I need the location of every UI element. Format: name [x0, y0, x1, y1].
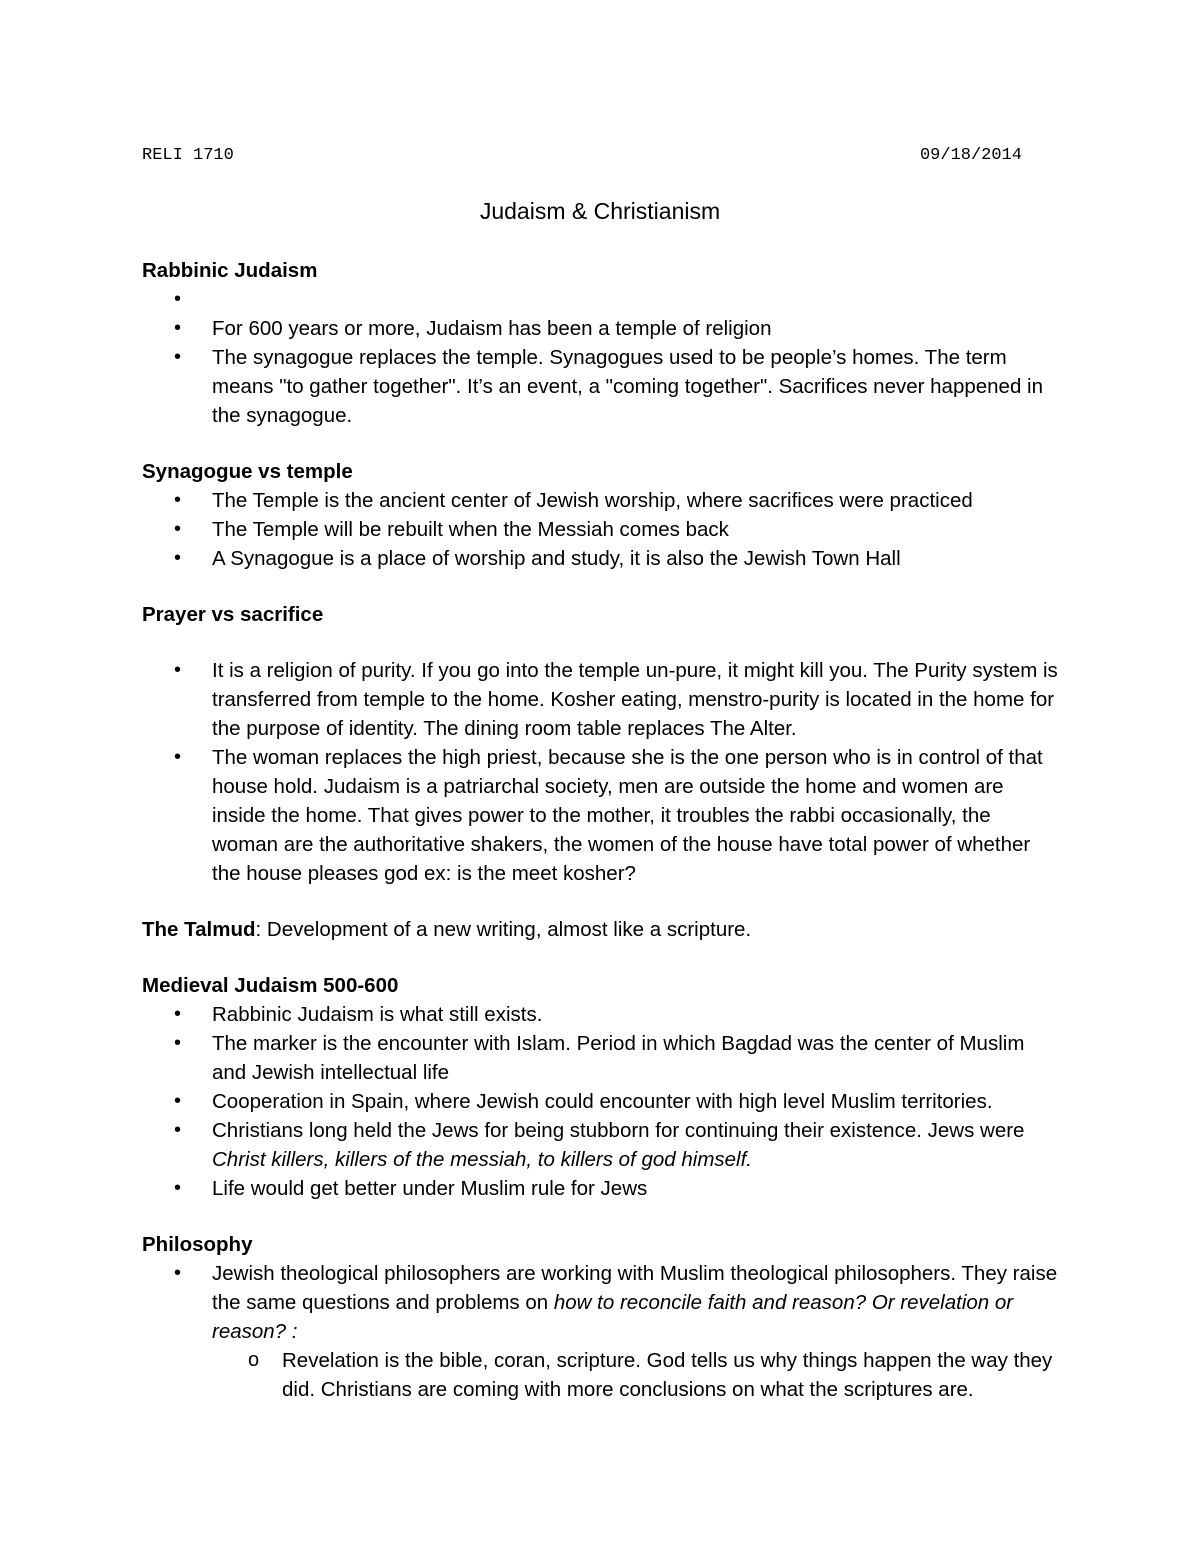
document-title: Judaism & Christianism — [479, 198, 721, 224]
list-item-text: The Temple is the ancient center of Jewish worship, where sacrifices were practiced — [212, 489, 973, 512]
bullet-list — [142, 656, 1062, 888]
bullet-icon: • — [174, 547, 182, 569]
list-item-text: For 600 years or more, Judaism has been a temple of religion — [212, 317, 772, 340]
document-body — [142, 256, 1062, 1404]
bullet-icon: • — [174, 317, 182, 339]
list-item — [142, 1087, 1062, 1116]
date: 09/18/2014 — [919, 146, 1022, 165]
bullet-icon: • — [174, 1032, 182, 1054]
bullet-icon: • — [174, 346, 182, 368]
list-item — [142, 1116, 1062, 1174]
list-item-text: Life would get better under Muslim rule for Jews — [212, 1177, 648, 1200]
bullet-icon: • — [174, 288, 182, 310]
section-heading: Medieval Judaism 500-600 — [142, 974, 399, 997]
list-item — [142, 515, 1062, 544]
sub-bullet-list — [142, 1346, 1062, 1404]
sub-list-item — [142, 1346, 1062, 1404]
course-code: RELI 1710 — [142, 146, 234, 165]
list-item-italic-text: how to reconcile faith and reason? Or revelation or reason? : — [212, 1291, 1014, 1343]
list-item — [142, 1029, 1062, 1087]
list-item — [142, 314, 1062, 343]
list-item-text: The Temple will be rebuilt when the Messiah comes back — [212, 518, 729, 541]
bullet-icon: • — [174, 746, 182, 768]
bullet-list — [142, 1000, 1062, 1203]
list-item — [142, 743, 1062, 888]
list-item-text: Rabbinic Judaism is what still exists. — [212, 1003, 543, 1026]
sub-list-item-text: Revelation is the bible, coran, scripture. God tells us why things happen the way they did. Christians are coming with more conclusions on what the scriptures are. — [282, 1349, 1053, 1401]
list-item — [142, 656, 1062, 743]
talmud-label: The Talmud — [142, 918, 256, 941]
section-heading: Philosophy — [142, 1233, 253, 1256]
list-item-text: The marker is the encounter with Islam. Period in which Bagdad was the center of Muslim and Jewish intellectual life — [212, 1032, 1025, 1084]
list-item-text: The woman replaces the high priest, because she is the one person who is in control of that house hold. Judaism is a patriarchal society, men are outside the home and women are inside the home. That gives power to the mother, it troubles the rabbi occasionally, the woman are the authoritative shakers, the women of the house have total power of whether the house pleases god ex: is the meet kosher? — [212, 746, 1043, 885]
list-item-text: A Synagogue is a place of worship and study, it is also the Jewish Town Hall — [212, 547, 901, 570]
list-item-italic-text: Christ killers, killers of the messiah, to killers of god himself. — [212, 1148, 753, 1171]
bullet-list — [142, 285, 1062, 430]
list-item-text: The synagogue replaces the temple. Synagogues used to be people’s homes. The term means "to gather together". It’s an event, a "coming together". Sacrifices never happened in the synagogue. — [212, 346, 1044, 427]
bullet-icon: • — [174, 489, 182, 511]
list-item-text: It is a religion of purity. If you go into the temple un-pure, it might kill you. The Purity system is transferred from temple to the home. Kosher eating, menstro-purity is located in the home for the purpose of identity. The dining room table replaces The Alter. — [212, 659, 1058, 740]
list-item-text: Cooperation in Spain, where Jewish could encounter with high level Muslim territories. — [212, 1090, 993, 1113]
bullet-list — [142, 486, 1062, 573]
bullet-icon: • — [174, 1262, 182, 1284]
bullet-icon: • — [174, 1003, 182, 1025]
circle-bullet-icon: o — [248, 1349, 260, 1371]
list-item — [142, 1174, 1062, 1203]
bullet-icon: • — [174, 1119, 182, 1141]
list-item — [142, 343, 1062, 430]
talmud-text: : Development of a new writing, almost like a scripture. — [255, 918, 752, 941]
list-item — [142, 486, 1062, 515]
list-item-text: Jewish theological philosophers are working with Muslim theological philosophers. They raise the same questions and problems on — [212, 1262, 1058, 1314]
bullet-icon: • — [174, 1177, 182, 1199]
bullet-icon: • — [174, 518, 182, 540]
list-item — [142, 544, 1062, 573]
section-heading: Prayer vs sacrifice — [142, 603, 324, 626]
bullet-list — [142, 1259, 1062, 1346]
list-item — [142, 285, 1062, 314]
talmud-paragraph — [142, 915, 1062, 944]
list-item — [142, 1000, 1062, 1029]
list-item — [142, 1259, 1062, 1346]
list-item-text: Christians long held the Jews for being stubborn for continuing their existence. Jews were — [212, 1119, 1025, 1142]
section-heading: Rabbinic Judaism — [142, 259, 318, 282]
bullet-icon: • — [174, 1090, 182, 1112]
section-heading: Synagogue vs temple — [142, 460, 353, 483]
bullet-icon: • — [174, 659, 182, 681]
